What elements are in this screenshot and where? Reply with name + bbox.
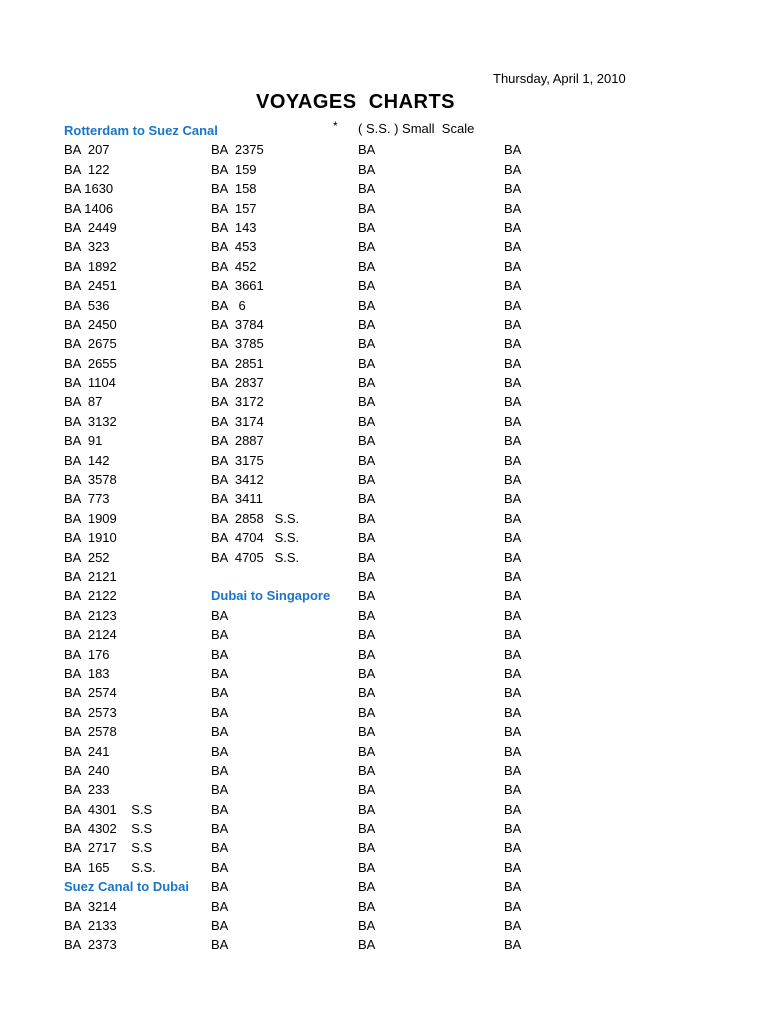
- chart-entry: BA: [504, 413, 522, 429]
- chart-entry: BA 233: [64, 782, 110, 798]
- chart-entry: BA: [358, 801, 376, 817]
- asterisk-marker: *: [333, 119, 338, 133]
- chart-entry: BA: [504, 510, 522, 526]
- chart-entry: BA: [504, 161, 522, 177]
- chart-entry: BA: [358, 840, 376, 856]
- chart-entry: BA 2373: [64, 937, 117, 953]
- chart-entry: BA: [358, 879, 376, 895]
- chart-entry: BA 536: [64, 297, 110, 313]
- chart-entry: BA 143: [211, 219, 257, 235]
- chart-entry: BA: [504, 724, 522, 740]
- chart-entry: BA 4302 S.S: [64, 821, 153, 837]
- chart-entry: BA 1104: [64, 375, 116, 391]
- chart-entry: BA 3175: [211, 452, 264, 468]
- chart-entry: BA 1910: [64, 530, 117, 546]
- page-title: VOYAGES CHARTS: [256, 91, 456, 113]
- chart-entry: BA: [504, 704, 522, 720]
- chart-entry: BA: [504, 181, 522, 197]
- chart-entry: BA 91: [64, 433, 103, 449]
- chart-entry: BA: [504, 433, 522, 449]
- chart-entry: BA: [358, 859, 376, 875]
- chart-entry: BA: [358, 239, 376, 255]
- chart-entry: BA: [358, 316, 376, 332]
- chart-entry: BA: [358, 258, 376, 274]
- chart-entry: BA: [211, 646, 229, 662]
- chart-entry: BA 452: [211, 258, 257, 274]
- chart-entry: BA: [358, 685, 376, 701]
- chart-entry: BA 159: [211, 161, 257, 177]
- chart-entry: BA 773: [64, 491, 110, 507]
- chart-entry: BA: [504, 588, 522, 604]
- chart-entry: BA: [504, 452, 522, 468]
- chart-entry: BA 3214: [64, 898, 117, 914]
- chart-entry: BA: [358, 549, 376, 565]
- chart-entry: BA 2123: [64, 607, 117, 623]
- chart-column-2: [211, 121, 330, 955]
- chart-entry: BA: [358, 588, 376, 604]
- chart-entry: BA: [211, 821, 229, 837]
- chart-entry: BA 3132: [64, 413, 117, 429]
- chart-entry: BA 2837: [211, 375, 264, 391]
- chart-entry: BA 323: [64, 239, 110, 255]
- chart-entry: BA: [504, 627, 522, 643]
- chart-entry: BA 3172: [211, 394, 264, 410]
- chart-entry: BA: [358, 821, 376, 837]
- chart-entry: BA: [504, 898, 522, 914]
- scale-legend: ( S.S. ) Small Scale: [358, 121, 475, 136]
- chart-entry: BA 3578: [64, 472, 117, 488]
- chart-entry: BA: [358, 743, 376, 759]
- chart-entry: BA: [504, 394, 522, 410]
- chart-entry: BA: [504, 355, 522, 371]
- chart-entry: BA: [211, 743, 229, 759]
- chart-entry: BA: [358, 607, 376, 623]
- chart-entry: BA: [504, 491, 522, 507]
- chart-entry: BA: [504, 840, 522, 856]
- chart-entry: BA: [358, 219, 376, 235]
- chart-entry: BA 2675: [64, 336, 117, 352]
- chart-entry: BA: [504, 918, 522, 934]
- chart-entry: BA 4301 S.S: [64, 801, 153, 817]
- chart-column-3: [358, 121, 375, 955]
- chart-entry: BA 2717 S.S: [64, 840, 153, 856]
- chart-entry: BA 2375: [211, 142, 264, 158]
- chart-entry: BA: [358, 336, 376, 352]
- chart-entry: BA: [358, 704, 376, 720]
- chart-entry: BA: [211, 840, 229, 856]
- chart-entry: [504, 121, 521, 140]
- chart-entry: BA: [358, 782, 376, 798]
- chart-entry: BA: [504, 472, 522, 488]
- chart-entry: BA: [211, 704, 229, 720]
- chart-entry: BA 1630: [64, 181, 114, 197]
- chart-entry: BA 2124: [64, 627, 117, 643]
- chart-entry: BA: [504, 278, 522, 294]
- chart-entry: BA: [504, 200, 522, 216]
- chart-entry: BA 157: [211, 200, 257, 216]
- chart-entry: BA: [211, 762, 229, 778]
- chart-entry: BA: [358, 161, 376, 177]
- chart-entry: BA: [211, 879, 229, 895]
- chart-entry: BA: [504, 239, 522, 255]
- chart-entry: BA: [211, 898, 229, 914]
- chart-entry: BA: [358, 200, 376, 216]
- chart-entry: BA: [358, 568, 376, 584]
- chart-entry: BA: [358, 394, 376, 410]
- chart-entry: BA 240: [64, 762, 110, 778]
- chart-entry: BA 2450: [64, 316, 117, 332]
- chart-entry: BA 2655: [64, 355, 117, 371]
- chart-entry: BA: [504, 258, 522, 274]
- chart-entry: BA 3411: [211, 491, 263, 507]
- chart-entry: BA 453: [211, 239, 257, 255]
- chart-entry: BA: [211, 607, 229, 623]
- chart-entry: BA: [358, 646, 376, 662]
- chart-entry: BA: [504, 665, 522, 681]
- chart-entry: BA: [211, 801, 229, 817]
- chart-entry: BA 2573: [64, 704, 117, 720]
- chart-entry: BA: [504, 646, 522, 662]
- chart-entry: BA: [504, 607, 522, 623]
- chart-entry: BA: [504, 879, 522, 895]
- chart-entry: BA: [358, 724, 376, 740]
- chart-entry: BA 2122: [64, 588, 117, 604]
- chart-entry: BA: [504, 762, 522, 778]
- chart-entry: BA: [358, 510, 376, 526]
- chart-entry: BA: [504, 316, 522, 332]
- chart-entry: BA: [358, 937, 376, 953]
- chart-entry: BA 2133: [64, 918, 117, 934]
- chart-entry: BA 241: [64, 743, 110, 759]
- chart-entry: BA 2578: [64, 724, 117, 740]
- chart-entry: BA 2451: [64, 278, 117, 294]
- chart-entry: BA: [211, 724, 229, 740]
- chart-entry: BA: [358, 433, 376, 449]
- chart-entry: BA: [504, 782, 522, 798]
- chart-entry: BA: [358, 355, 376, 371]
- chart-entry: BA: [211, 782, 229, 798]
- chart-entry: BA 3174: [211, 413, 264, 429]
- chart-entry: BA 87: [64, 394, 103, 410]
- chart-entry: BA: [504, 821, 522, 837]
- chart-entry: BA: [358, 278, 376, 294]
- chart-entry: BA: [504, 297, 522, 313]
- chart-entry: BA: [358, 181, 376, 197]
- chart-entry: BA: [504, 937, 522, 953]
- chart-entry: BA: [504, 568, 522, 584]
- chart-entry: BA 1892: [64, 258, 117, 274]
- chart-entry: BA: [504, 336, 522, 352]
- chart-entry: BA: [358, 472, 376, 488]
- chart-entry: BA 176: [64, 646, 110, 662]
- chart-entry: BA 2851: [211, 355, 264, 371]
- chart-entry: BA: [504, 859, 522, 875]
- chart-entry: BA: [211, 627, 229, 643]
- chart-entry: BA: [211, 859, 229, 875]
- chart-entry: BA 3785: [211, 336, 264, 352]
- chart-entry: BA: [504, 801, 522, 817]
- chart-entry: BA 4705 S.S.: [211, 549, 300, 565]
- chart-entry: BA 4704 S.S.: [211, 530, 300, 546]
- chart-entry: BA 6: [211, 297, 246, 313]
- chart-entry: [211, 121, 330, 140]
- chart-entry: BA 142: [64, 452, 110, 468]
- chart-entry: BA 2887: [211, 433, 264, 449]
- chart-entry: BA: [358, 627, 376, 643]
- chart-entry: BA 122: [64, 161, 110, 177]
- chart-entry: BA: [504, 375, 522, 391]
- chart-entry: BA: [211, 937, 229, 953]
- section-heading: Rotterdam to Suez Canal: [64, 123, 218, 138]
- chart-entry: BA: [504, 549, 522, 565]
- chart-column-4: [504, 121, 521, 955]
- chart-entry: BA 207: [64, 142, 110, 158]
- chart-entry: BA: [504, 142, 522, 158]
- chart-entry: BA 3784: [211, 316, 264, 332]
- chart-entry: BA 2574: [64, 685, 117, 701]
- chart-entry: BA: [504, 530, 522, 546]
- chart-entry: BA: [358, 918, 376, 934]
- chart-entry: BA: [358, 491, 376, 507]
- chart-column-1: [64, 121, 218, 955]
- chart-entry: BA 3661: [211, 278, 264, 294]
- chart-entry: BA 1406: [64, 200, 114, 216]
- chart-entry: BA: [358, 898, 376, 914]
- document-date: Thursday, April 1, 2010: [493, 71, 626, 86]
- chart-entry: BA: [358, 530, 376, 546]
- chart-entry: BA: [504, 219, 522, 235]
- chart-entry: BA 252: [64, 549, 110, 565]
- chart-entry: BA: [358, 297, 376, 313]
- chart-entry: BA 165 S.S.: [64, 859, 156, 875]
- chart-entry: BA: [358, 665, 376, 681]
- chart-entry: BA 3412: [211, 472, 264, 488]
- chart-entry: BA 158: [211, 181, 257, 197]
- chart-entry: BA: [358, 142, 376, 158]
- chart-entry: BA: [211, 918, 229, 934]
- chart-entry: BA: [504, 743, 522, 759]
- chart-entry: BA: [211, 665, 229, 681]
- chart-entry: BA: [358, 762, 376, 778]
- chart-entry: BA 1909: [64, 510, 117, 526]
- section-heading: Suez Canal to Dubai: [64, 879, 189, 895]
- chart-entry: BA: [211, 685, 229, 701]
- chart-entry: BA: [358, 452, 376, 468]
- chart-entry: [358, 121, 375, 140]
- chart-entry: BA: [504, 685, 522, 701]
- chart-entry: BA 183: [64, 665, 110, 681]
- chart-entry: BA: [358, 413, 376, 429]
- chart-entry: BA: [358, 375, 376, 391]
- chart-entry: BA 2121: [64, 568, 117, 584]
- section-heading: Dubai to Singapore: [211, 588, 331, 604]
- chart-entry: [211, 567, 330, 586]
- chart-entry: BA 2858 S.S.: [211, 510, 300, 526]
- chart-entry: BA 2449: [64, 219, 117, 235]
